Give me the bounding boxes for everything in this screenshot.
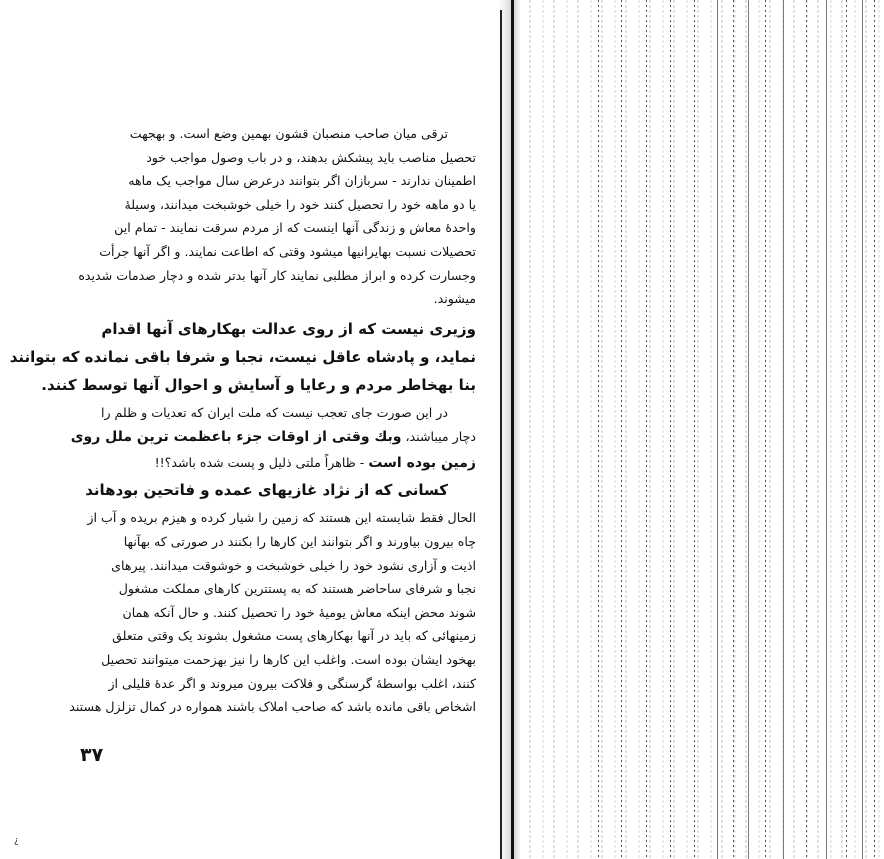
- stacked-page-edges: [520, 0, 884, 859]
- ink-mark-icon: [70, 287, 82, 289]
- text-line: تحصیل مناصب باید پیشکش بدهند، و در باب وصول مواجب خود: [146, 149, 476, 165]
- text-line: شوند محض اینکه معاش یومیهٔ خود را تحصیل کنند. و حال آنکه همان: [122, 604, 476, 620]
- text-line: چاه بیرون بیاورند و اگر بتوانند این کارها را بکنند در صورتی که بهآنها: [123, 533, 476, 549]
- text-line: ترقی میان صاحب منصبان قشون بهمین وضع است. و بهجهت: [129, 126, 448, 141]
- page-edge-line: [598, 0, 599, 859]
- left-page-margin: [0, 0, 16, 859]
- text-line-end: میشوند.: [433, 291, 476, 307]
- text-line: وجسارت کرده و ابراز مطلبی نمایند کار آنها بدتر شده و دچار صدمات شدیده: [78, 267, 476, 283]
- text-line: اطمینان ندارند - سربازان اگر بتوانند درعرض سال مواجب یک ماهه: [128, 173, 476, 189]
- page-number: ۳۷: [80, 744, 104, 766]
- page-edge-line: [733, 0, 734, 859]
- bold-statement-line: بنا بهخاطر مردم و رعایا و آسایش و احوال آنها توسط کنند.: [41, 375, 476, 394]
- page-edge-line: [846, 0, 847, 859]
- page-edge-line: [646, 0, 647, 859]
- scan-speck-icon: ¿: [14, 836, 19, 846]
- page-edge-line: [783, 0, 784, 859]
- bold-statement-line: نماید، و پادشاه عاقل نیست، نجبا و شرفا باقی نمانده که بتوانند: [9, 347, 476, 366]
- text-line: کنند، اغلب بواسطهٔ گرسنگی و فلاکت بیرون میروند و اگر عدهٔ قلیلی از: [108, 675, 476, 691]
- page-edge-line: [717, 0, 718, 859]
- bold-statement-line: کسانی که از نژاد غازیهای عمده و فاتحین بودهاند: [85, 481, 448, 500]
- text-line: الحال فقط شایسته این هستند که زمین را شیار کرده و هیزم بریده و آب از: [87, 510, 476, 526]
- page-edge-line: [694, 0, 695, 859]
- page-text-column: [9, 122, 476, 719]
- text-line: زمینهائی که باید در آنها بهکارهای پست مشغول بشوند یک وقتی متعلق: [112, 628, 476, 644]
- text-line: بهخود ایشان بوده است. واغلب این کارها را نیز بهزحمت میتوانند تحصیل: [101, 651, 476, 667]
- text-span: دچار میباشند،: [405, 429, 476, 445]
- page-edge-line: [748, 0, 749, 859]
- text-line: در این صورت جای تعجب نیست که ملت ایران که تعدیات و ظلم را: [100, 404, 448, 420]
- gutter-edge-line: [511, 0, 514, 859]
- page-edge-line: [862, 0, 863, 859]
- page-edge-line: [806, 0, 807, 859]
- text-line: تحصیلات نسبت بهایرانیها میشود وقتی که اطاعت نمایند. و اگر آنها جرأت: [99, 243, 476, 259]
- text-line: نجبا و شرفای ساحاضر هستند که به پستترین کارهای مملکت مشغول: [118, 581, 476, 597]
- page-edge-line: [670, 0, 671, 859]
- text-line: اذیت و آزاری نشود خود را خیلی خوشبخت و خوشوقت میدانند. پیرهای: [111, 557, 476, 573]
- bold-statement-line: وزیری نیست که از روی عدالت بهکارهای آنها اقدام: [101, 319, 476, 338]
- page-edge-line: [621, 0, 622, 859]
- text-span: - ظاهراً ملتی ذلیل و پست شده باشد؟!!: [154, 455, 365, 471]
- page-edge-line: [765, 0, 766, 859]
- text-line: یا دو ماهه خود را تحصیل کنند خود را خیلی خوشبخت میدانند، وسیلهٔ: [124, 196, 476, 212]
- page-edge-line: [874, 0, 875, 859]
- text-line: واحدهٔ معاش و زندگی آنها اینست که از مردم سرقت نمایند - تمام این: [114, 220, 476, 236]
- mixed-line: [66, 424, 476, 450]
- bold-span: زمین بوده است: [368, 455, 476, 472]
- gutter-edge-line: [500, 10, 502, 859]
- bold-span: وبك وقتی از اوقات جزء باعظمت ترین ملل روی: [70, 429, 402, 446]
- text-line: اشخاص باقی مانده باشد که صاحب املاک باشند همواره در کمال تزلزل هستند: [69, 699, 476, 715]
- text-line: [66, 287, 476, 311]
- mixed-line: [66, 450, 476, 476]
- page-edge-line: [826, 0, 827, 859]
